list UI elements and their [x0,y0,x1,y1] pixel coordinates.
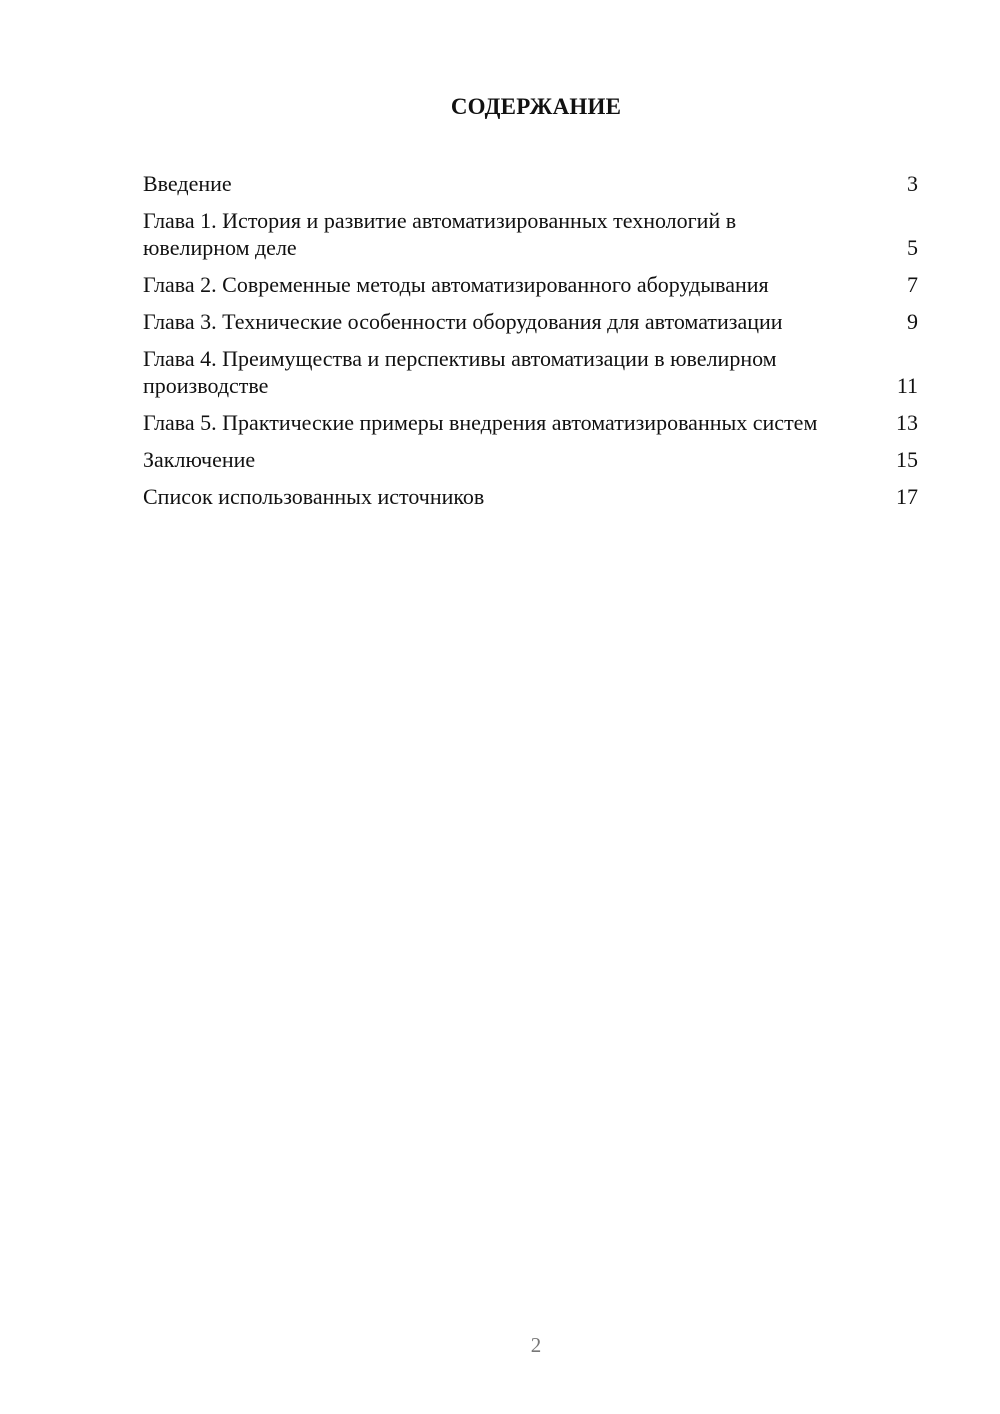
toc-entry-page: 11 [896,373,918,398]
toc-entry-conclusion[interactable] [143,446,918,473]
toc-entry-references[interactable] [143,483,918,510]
toc-entry-page: 9 [907,309,918,334]
toc-entry-chapter-1[interactable] [143,207,918,261]
toc-entry-page: 15 [896,447,918,472]
toc-entry-title: Глава 2. Современные методы автоматизированного аборудывания [143,272,769,297]
page-number: 2 [530,1333,542,1357]
toc-entry-page: 5 [907,235,918,260]
toc-entry-chapter-5[interactable] [143,409,918,436]
toc-entry-title: Глава 4. Преимущества и перспективы автоматизации в ювелирном производстве [143,346,777,398]
toc-entry-title: Глава 1. История и развитие автоматизированных технологий в ювелирном деле [143,208,737,260]
toc-entry-page: 7 [907,272,918,297]
toc-entry-chapter-3[interactable] [143,308,918,335]
toc-entry-page: 13 [896,410,918,435]
toc-entry-title: Заключение [143,447,256,472]
page-title: СОДЕРЖАНИЕ [450,94,622,119]
toc-entry-chapter-4[interactable] [143,345,918,399]
toc-entry-page: 3 [907,171,918,196]
toc-entry-chapter-2[interactable] [143,271,918,298]
table-of-contents [143,170,918,520]
toc-entry-title: Глава 3. Технические особенности оборудования для автоматизации [143,309,783,334]
toc-entry-page: 17 [896,484,918,509]
toc-entry-title: Глава 5. Практические примеры внедрения автоматизированных систем [143,410,818,435]
toc-entry-title: Введение [143,171,232,196]
toc-entry-introduction[interactable] [143,170,918,197]
toc-entry-title: Список использованных источников [143,484,485,509]
